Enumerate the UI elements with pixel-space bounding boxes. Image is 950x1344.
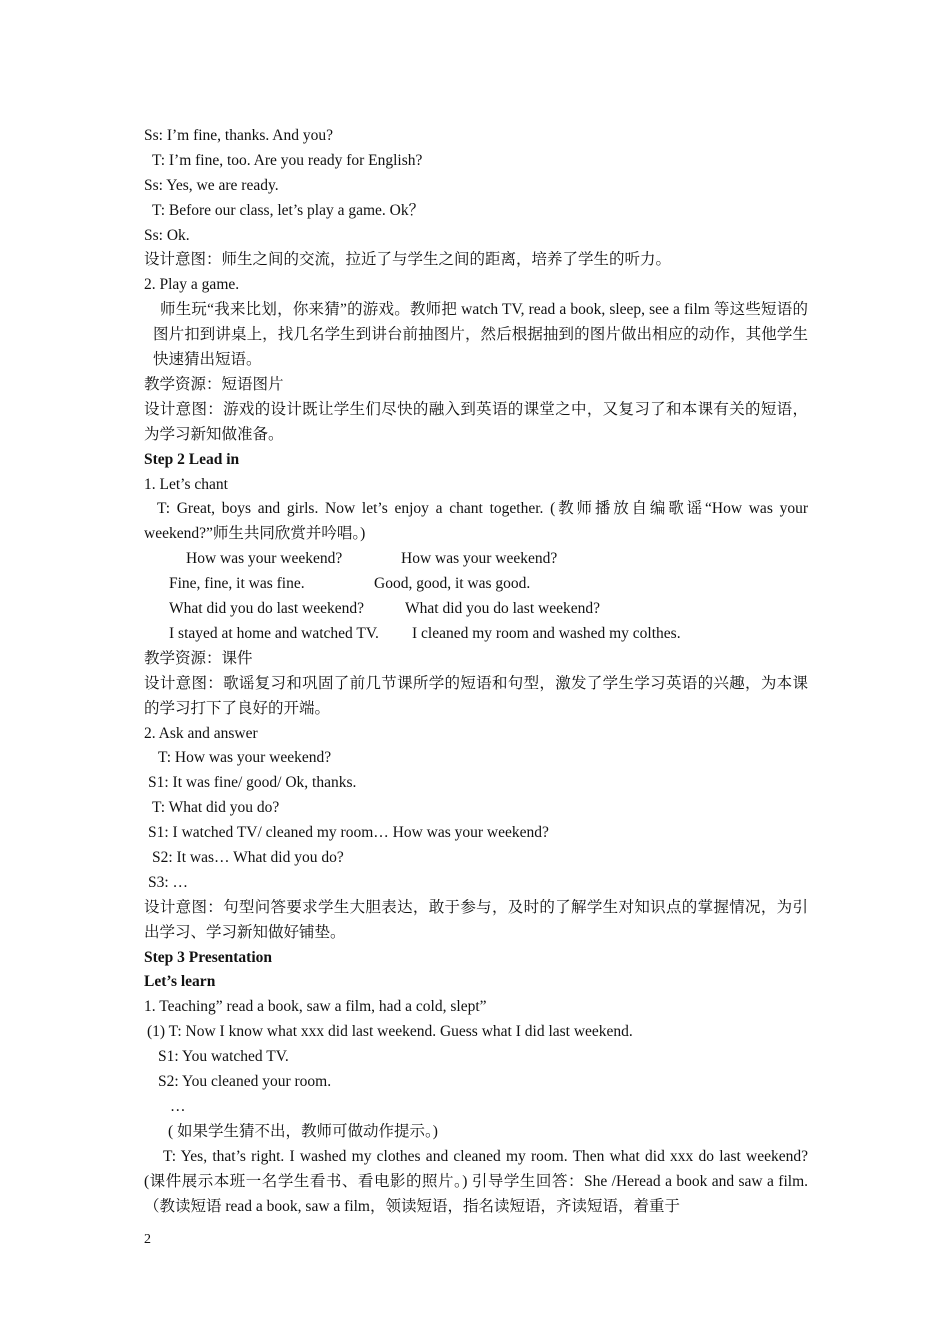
dialogue-line: S3: …: [148, 873, 189, 891]
chant-row: [144, 622, 808, 647]
dialogue-paragraph: T: Yes, that’s right. I washed my clothes and cleaned my room. Then what did xxx do last weekend? (课件展示本班一名学生看书、看电影的照片。) 引导学生回答：She /Heread a book and saw a film.（教读短语 read a book, saw a film，领读短语，指名读短语，齐读短语，着重于: [144, 1147, 808, 1215]
dialogue-line: Ss: Ok.: [144, 226, 190, 244]
chant-row: [144, 547, 808, 572]
teaching-resource: 教学资源：短语图片: [144, 375, 284, 393]
chant-row: [144, 572, 808, 597]
section-heading: 2. Play a game.: [144, 276, 240, 294]
page-content: [144, 124, 808, 1219]
teaching-item: 1. Teaching” read a book, saw a film, had a cold, slept”: [144, 998, 487, 1016]
chant-line: What did you do last weekend?: [169, 600, 364, 618]
dialogue-line: …: [170, 1097, 186, 1115]
dialogue-line: Ss: I’m fine, thanks. And you?: [144, 127, 333, 144]
dialogue-line: T: What did you do?: [152, 799, 280, 817]
teaching-resource: 教学资源：课件: [144, 649, 253, 667]
step-title: Step 2 Lead in: [144, 450, 240, 468]
dialogue-line: T: How was your weekend?: [158, 749, 332, 767]
subsection-title: Let’s learn: [144, 973, 216, 991]
chant-line: Fine, fine, it was fine.: [169, 575, 305, 593]
design-intent: 设计意图：师生之间的交流，拉近了与学生之间的距离，培养了学生的听力。: [144, 251, 672, 269]
design-intent: 设计意图：句型问答要求学生大胆表达，敢于参与，及时的了解学生对知识点的掌握情况，为引出学习、学习新知做好铺垫。: [144, 898, 808, 941]
design-intent: 设计意图：歌谣复习和巩固了前几节课所学的短语和句型，激发了学生学习英语的兴趣，为本课的学习打下了良好的开端。: [144, 674, 808, 717]
teacher-note: ( 如果学生猜不出，教师可做动作提示。): [168, 1122, 438, 1140]
dialogue-line: (1) T: Now I know what xxx did last weekend. Guess what I did last weekend.: [147, 1023, 633, 1041]
dialogue-line: S1: You watched TV.: [158, 1048, 289, 1066]
dialogue-line: T: I’m fine, too. Are you ready for English?: [152, 151, 423, 169]
chant-line: Good, good, it was good.: [374, 575, 531, 593]
chant-line: What did you do last weekend?: [405, 600, 600, 618]
step-title: Step 3 Presentation: [144, 948, 273, 966]
dialogue-line: S2: You cleaned your room.: [158, 1073, 332, 1091]
chant-line: I stayed at home and watched TV.: [169, 624, 379, 642]
game-description: 师生玩“我来比划，你来猜”的游戏。教师把 watch TV, read a book, sleep, see a film 等这些短语的图片扣到讲桌上，找几名学生到讲台前抽图片，然后根据抽到的图片做出相应的动作，其他学生快速猜出短语。: [153, 301, 808, 369]
chant-line: How was your weekend?: [401, 550, 558, 568]
dialogue-line: S1: It was fine/ good/ Ok, thanks.: [148, 774, 357, 792]
dialogue-line: Ss: Yes, we are ready.: [144, 176, 279, 194]
chant-row: [144, 597, 808, 622]
section-heading: 1. Let’s chant: [144, 475, 228, 493]
section-heading: 2. Ask and answer: [144, 724, 258, 742]
design-intent: 设计意图：游戏的设计既让学生们尽快的融入到英语的课堂之中，又复习了和本课有关的短语，为学习新知做准备。: [144, 400, 808, 443]
chant-line: I cleaned my room and washed my colthes.: [412, 624, 681, 642]
chant-intro: T: Great, boys and girls. Now let’s enjoy a chant together. (教师播放自编歌谣“How was your weekend?”师生共同欣赏并吟唱。): [144, 500, 808, 543]
dialogue-line: S2: It was… What did you do?: [152, 848, 344, 866]
chant-line: How was your weekend?: [186, 550, 343, 568]
page-number: 2: [144, 1232, 151, 1247]
dialogue-line: T: Before our class, let’s play a game. Ok？: [152, 201, 425, 219]
dialogue-line: S1: I watched TV/ cleaned my room… How was your weekend?: [148, 824, 549, 842]
